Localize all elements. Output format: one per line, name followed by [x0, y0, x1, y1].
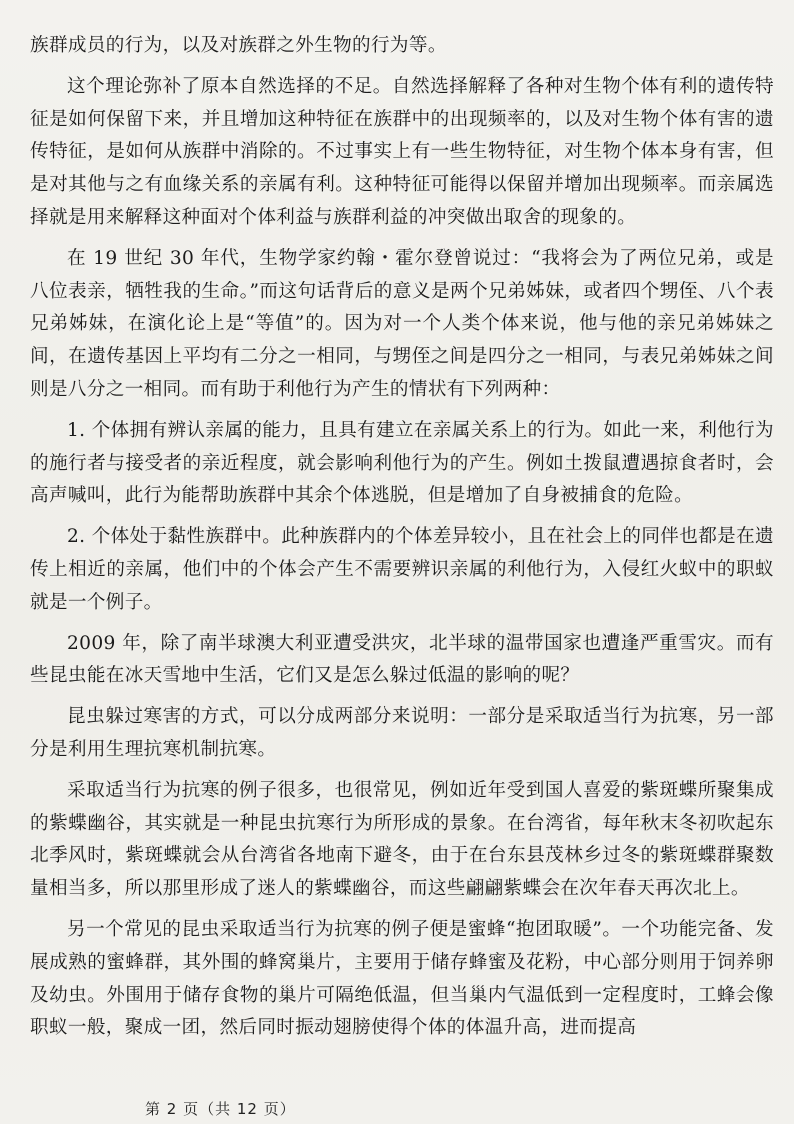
paragraph-condition-2: 2. 个体处于黏性族群中。此种族群内的个体差异较小，且在社会上的同伴也都是在遗传上相近的亲属，他们中的个体会产生不需要辨识亲属的利他行为，入侵红火蚁中的职蚁就是一个例子。 [30, 526, 774, 613]
paragraph-snow-disaster: 2009 年，除了南半球澳大利亚遭受洪灾，北半球的温带国家也遭逢严重雪灾。而有些昆虫能在冰天雪地中生活，它们又是怎么躲过低温的影响的呢？ [30, 632, 774, 687]
page-number-footer: 第 2 页（共 12 页） [145, 1100, 296, 1118]
paragraph-haldane-quote: 在 19 世纪 30 年代，生物学家约翰・霍尔登曾说过：“我将会为了两位兄弟，或是八位表亲，牺牲我的生命。”而这句话背后的意义是两个兄弟姊妹，或者四个甥侄、八个表兄弟姊妹，在演化论上是“等值”的。因为对一个人类个体来说，他与他的亲兄弟姊妹之间，在遗传基因上平均有二分之一相同，与甥侄之间是四分之一相同，与表兄弟姊妹之间则是八分之一相同。而有助于利他行为产生的情状有下列两种： [30, 247, 774, 400]
paragraph-kin-selection: 这个理论弥补了原本自然选择的不足。自然选择解释了各种对生物个体有利的遗传特征是如何保留下来，并且增加这种特征在族群中的出现频率的，以及对生物个体有害的遗传特征，是如何从族群中消除的。不过事实上有一些生物特征，对生物个体本身有害，但是对其他与之有血缘关系的亲属有利。这种特征可能得以保留并增加出现频率。而亲属选择就是用来解释这种面对个体利益与族群利益的冲突做出取舍的现象的。 [30, 75, 774, 228]
paragraph-cold-methods: 昆虫躲过寒害的方式，可以分成两部分来说明：一部分是采取适当行为抗寒，另一部分是利用生理抗寒机制抗寒。 [30, 706, 774, 760]
paragraph-bee-cluster: 另一个常见的昆虫采取适当行为抗寒的例子便是蜜蜂“抱团取暖”。一个功能完备、发展成熟的蜜蜂群，其外围的蜂窝巢片，主要用于储存蜂蜜及花粉，中心部分则用于饲养卵及幼虫。外围用于储存食物的巢片可隔绝低温，但当巢内气温低到一定程度时，工蜂会像职蚁一般，聚成一团，然后同时振动翅膀使得个体的体温升高，进而提高 [30, 918, 774, 1039]
paragraph-condition-1: 1. 个体拥有辨认亲属的能力，且具有建立在亲属关系上的行为。如此一来，利他行为的施行者与接受者的亲近程度，就会影响利他行为的产生。例如土拨鼠遭遇掠食者时，会高声喊叫，此行为能帮助族群中其余个体逃脱，但是增加了自身被捕食的危险。 [30, 419, 774, 507]
article-body [30, 30, 774, 1053]
paragraph-butterfly-valley: 采取适当行为抗寒的例子很多，也很常见，例如近年受到国人喜爱的紫斑蝶所聚集成的紫蝶幽谷，其实就是一种昆虫抗寒行为所形成的景象。在台湾省，每年秋末冬初吹起东北季风时，紫斑蝶就会从台湾省各地南下避冬，由于在台东县茂林乡过冬的紫斑蝶群聚数量相当多，所以那里形成了迷人的紫蝶幽谷，而这些翩翩紫蝶会在次年春天再次北上。 [30, 779, 774, 900]
paragraph-continuation: 族群成员的行为，以及对族群之外生物的行为等。 [30, 35, 447, 56]
